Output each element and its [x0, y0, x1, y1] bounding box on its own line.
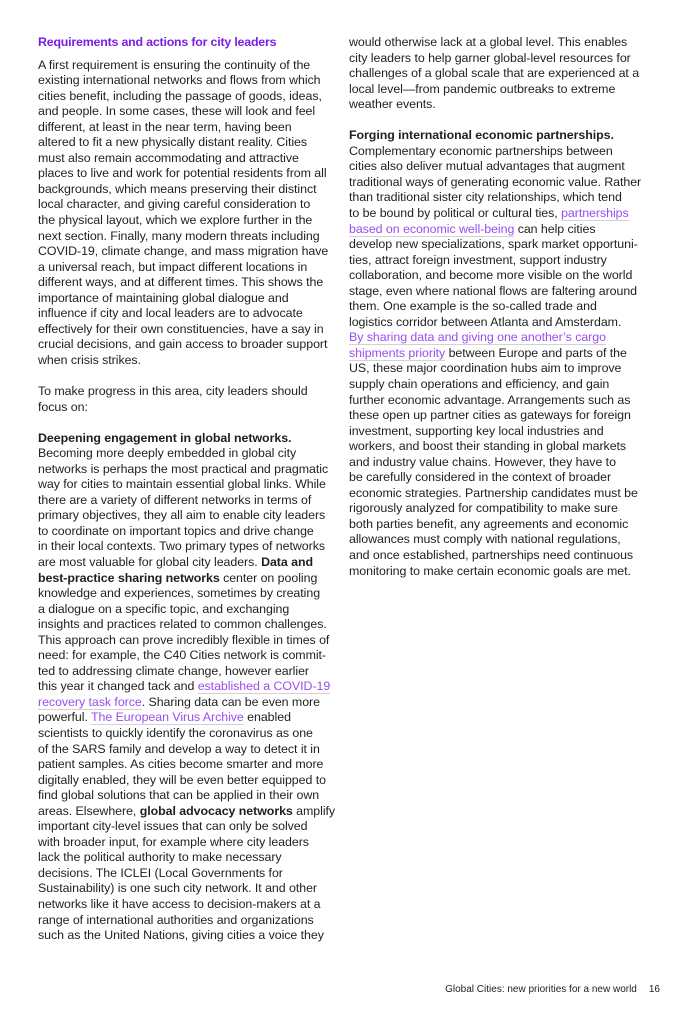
text-line: develop new specializations, spark market opportuni-: [349, 237, 638, 252]
text-line: To make progress in this area, city leaders should: [38, 383, 308, 398]
text-line: supply chain operations and efficiency, and gain: [349, 376, 610, 391]
text-line: digitally enabled, they will be even better equipped to: [38, 772, 326, 787]
text-line: important city-level issues that can only be solved: [38, 819, 308, 834]
covid-task-force-link-cont[interactable]: recovery task force: [38, 694, 142, 709]
text-line: in their local contexts. Two primary types of networks: [38, 539, 325, 554]
text-line: range of international authorities and organizations: [38, 912, 314, 927]
text-line: a universal reach, but impact different locations in: [38, 259, 308, 274]
text-line: them. One example is the so-called trade and: [349, 299, 597, 314]
text-line: local level—from pandemic outbreaks to extreme: [349, 81, 616, 96]
text-line: powerful. The European Virus Archive enabled: [38, 710, 291, 725]
networks-section-title: Deepening engagement in global networks.: [38, 430, 292, 445]
text-line: to coordinate on important topics and drive change: [38, 523, 314, 538]
text-line: rigorously analyzed for compatibility to make sure: [349, 501, 618, 516]
text-line: weather events.: [349, 97, 436, 112]
text-line: must also remain accommodating and attractive: [38, 150, 299, 165]
text-line: insights and practices related to common challenges.: [38, 617, 327, 632]
right-column: [349, 35, 649, 595]
text-line: stage, even where national flows are faltering around: [349, 283, 638, 298]
economic-partnerships-link[interactable]: partnerships: [561, 205, 629, 220]
text-line: primary objectives, they all aim to enable city leaders: [38, 508, 326, 523]
text-line: there are a variety of different networks in terms of: [38, 492, 312, 507]
text-line: are most valuable for global city leaders. Data and: [38, 554, 313, 569]
bold-term: Data and: [261, 554, 313, 569]
text-line: decisions. The ICLEI (Local Governments for: [38, 865, 283, 880]
text-line: when crisis strikes.: [38, 352, 141, 367]
text-line: US, these major coordination hubs aim to improve: [349, 361, 622, 376]
text-line: workers, and boost their standing in global markets: [349, 439, 627, 454]
text-line: COVID-19, climate change, and mass migration have: [38, 244, 329, 259]
text-line: economic strategies. Partnership candidates must be: [349, 485, 638, 500]
text-line: A first requirement is ensuring the continuity of the: [38, 57, 311, 72]
text-line: areas. Elsewhere, global advocacy networks amplify: [38, 803, 336, 818]
text-line: best-practice sharing networks center on pooling: [38, 570, 318, 585]
text-line: would otherwise lack at a global level. This enables: [349, 35, 628, 49]
text-line: focus on:: [38, 399, 88, 414]
continuation-paragraph: [349, 35, 649, 113]
text-line: and once established, partnerships need continuous: [349, 548, 634, 562]
text-line: investment, supporting key local industries and: [349, 423, 604, 438]
text-line: both parties benefit, any agreements and economic: [349, 516, 629, 531]
text-line: logistics corridor between Atlanta and Amsterdam.: [349, 314, 622, 329]
text-line: recovery task force. Sharing data can be even more: [38, 694, 320, 709]
focus-paragraph: [38, 384, 338, 415]
text-line: scientists to quickly identify the coronavirus as one: [38, 725, 313, 740]
text-line: based on economic well-being can help cities: [349, 221, 596, 236]
text-line: This approach can prove incredibly flexible in times of: [38, 632, 330, 647]
bold-term: global advocacy networks: [139, 803, 293, 818]
text-line: these open up partner cities as gateways for foreign: [349, 408, 631, 423]
text-line: challenges of a global scale that are experienced at a: [349, 66, 640, 81]
text-line: [349, 330, 649, 346]
text-line: and people. In some cases, these will look and feel: [38, 104, 316, 119]
european-virus-archive-link[interactable]: The European Virus Archive: [91, 710, 244, 725]
text-line: city leaders to help garner global-level resources for: [349, 50, 631, 65]
text-line: Sustainability) is one such city network. It and other: [38, 881, 317, 896]
text-line: lack the political authority to make necessary: [38, 850, 282, 865]
text-line: altered to fit a new physically distant reality. Cities: [38, 135, 308, 150]
partnerships-section: [349, 128, 649, 579]
text-line: monitoring to make certain economic goals are met.: [349, 563, 631, 578]
text-line: different ways, and at different times. This shows the: [38, 275, 324, 290]
text-line: next section. Finally, many modern threats including: [38, 228, 320, 243]
text-line: than traditional sister city relationships, which tend: [349, 190, 622, 205]
text-line: cities also deliver mutual advantages that augment: [349, 159, 625, 174]
text-line: backgrounds, which means preserving their distinct: [38, 181, 317, 196]
footer-title: Global Cities: new priorities for a new world: [445, 984, 637, 995]
text-line: with broader input, for example where city leaders: [38, 834, 309, 849]
text-line: traditional ways of generating economic value. Rather: [349, 174, 642, 189]
text-line: different, at least in the near term, having been: [38, 119, 292, 134]
text-line: this year it changed tack and established a COVID-19: [38, 679, 331, 694]
text-line: existing international networks and flows from which: [38, 73, 321, 88]
economic-partnerships-link-cont[interactable]: based on economic well-being: [349, 221, 515, 236]
text-line: be carefully considered in the context of broader: [349, 470, 612, 485]
text-line: allowances must comply with national regulations,: [349, 532, 621, 547]
text-line: the physical layout, which we explore further in the: [38, 213, 313, 228]
text-line: Becoming more deeply embedded in global city: [38, 446, 297, 461]
text-line: cities benefit, including the passage of goods, ideas,: [38, 88, 322, 103]
text-line: Complementary economic partnerships between: [349, 143, 613, 158]
text-line: local character, and giving careful consideration to: [38, 197, 311, 212]
text-line: and industry value chains. However, they have to: [349, 454, 616, 469]
text-line: find global solutions that can be applied in their own: [38, 788, 320, 803]
covid-task-force-link[interactable]: established a COVID-19: [197, 679, 331, 694]
section-heading: Requirements and actions for city leaders: [38, 35, 277, 49]
partnerships-section-title: Forging international economic partnerships.: [349, 128, 614, 143]
text-line: importance of maintaining global dialogue and: [38, 290, 289, 305]
text-line: networks like it have access to decision-makers at a: [38, 896, 321, 911]
page-footer: [445, 984, 660, 995]
page-number: 16: [648, 984, 660, 995]
text-line: influence if city and local leaders are to advocate: [38, 306, 303, 321]
text-line: to be bound by political or cultural ties, partnerships: [349, 205, 629, 220]
text-line: of the SARS family and develop a way to detect it in: [38, 741, 320, 756]
text-line: crucial decisions, and gain access to broader support: [38, 337, 328, 352]
text-line: way for cities to maintain essential global links. While: [38, 477, 326, 492]
left-column: [38, 35, 338, 959]
text-line: a dialogue on a specific topic, and exchanging: [38, 601, 290, 616]
networks-section: [38, 431, 338, 944]
bold-term: best-practice sharing networks: [38, 570, 220, 585]
text-line: ted to addressing climate change, however earlier: [38, 663, 309, 678]
cargo-priority-link[interactable]: By sharing data and giving one another’s cargo: [349, 330, 606, 345]
text-line: effectively for their own constituencies, have a say in: [38, 321, 324, 336]
text-line: need: for example, the C40 Cities network is commit-: [38, 648, 327, 663]
cargo-priority-link-cont[interactable]: shipments priority: [349, 345, 446, 360]
text-line: patient samples. As cities become smarter and more: [38, 757, 324, 772]
intro-paragraph: [38, 58, 338, 369]
text-line: ties, attract foreign investment, support industry: [349, 252, 607, 267]
text-line: shipments priority between Europe and parts of the: [349, 345, 627, 360]
text-line: collaboration, and become more visible on the world: [349, 268, 633, 283]
text-line: knowledge and experiences, sometimes by creating: [38, 586, 321, 601]
text-line: places to live and work for potential residents from all: [38, 166, 327, 181]
text-line: further economic advantage. Arrangements such as: [349, 392, 631, 407]
text-line: such as the United Nations, giving cities a voice they: [38, 928, 324, 943]
text-line: networks is perhaps the most practical and pragmatic: [38, 461, 329, 476]
